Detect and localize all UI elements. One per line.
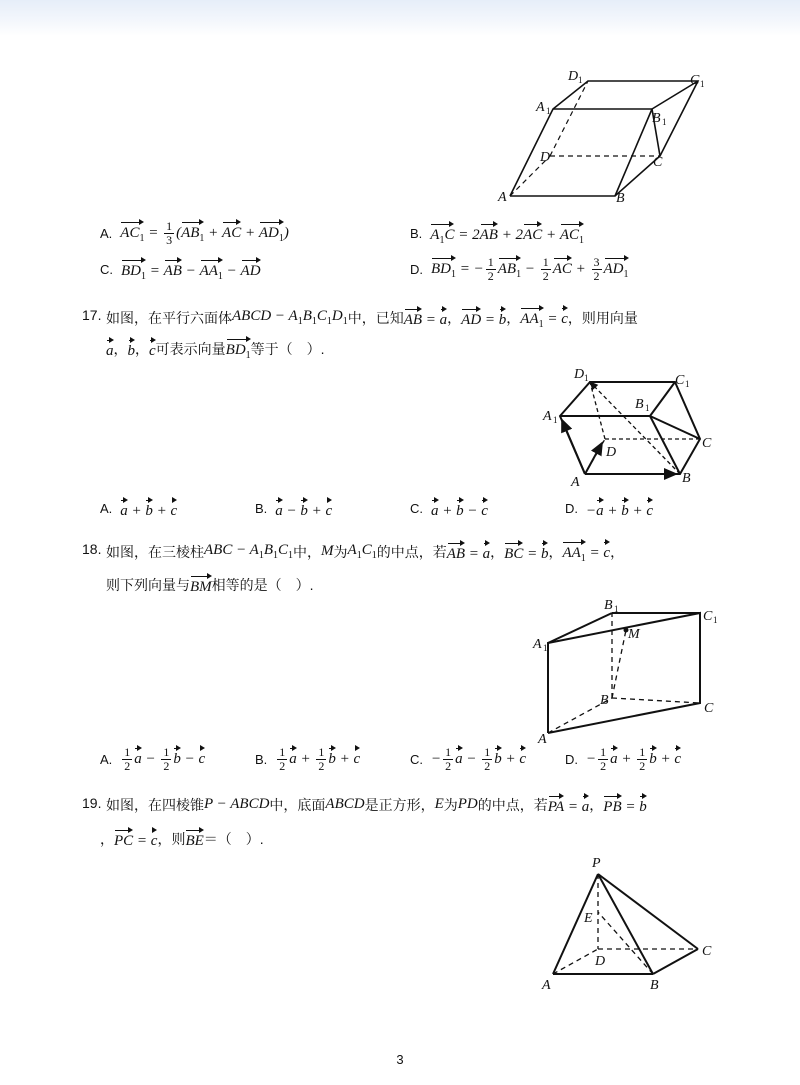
label-A: A — [571, 475, 580, 490]
label-B: B — [682, 471, 691, 486]
label-B: B — [600, 693, 609, 708]
svg-text:1: 1 — [713, 615, 718, 625]
q17-text-line1: 如图，在平行六面体 ABCD − $A_1B_1C_1D_1$ 中，已知 AB = a ， AD = b ， $AA_1 = c$ ，则用向量 — [106, 305, 638, 330]
figure-pyramid-q19 — [538, 852, 728, 997]
q16-option-b[interactable]: B. $A_1C = 2AB + 2AC + AC_1$ — [410, 222, 584, 244]
label-A: A — [538, 732, 547, 747]
figure-parallelepiped-q17 — [540, 364, 720, 489]
q18-option-c[interactable]: C. − $\frac{1}{2}$ a − $\frac{1}{2}$ b + c — [410, 745, 527, 774]
label-D1: D — [568, 69, 579, 84]
svg-text:1: 1 — [578, 75, 583, 85]
label-A1: A — [533, 637, 542, 652]
figure-parallelepiped-q16 — [498, 66, 705, 206]
q19-text-line2: ， PC = c ，则 BE ＝（ ）. — [100, 827, 264, 850]
q18-number: 18. — [82, 541, 102, 557]
q17-option-a[interactable]: A. a + b + c — [100, 497, 177, 519]
svg-text:1: 1 — [543, 643, 548, 653]
label-A1: A — [536, 100, 545, 115]
q16-option-d[interactable]: D. $BD_1$ = − $\frac{1}{2}$ $AB_1$ − $\frac{1}{2}$ AC + $\frac{3}{2}$ $AD_1$ — [410, 255, 629, 284]
q19-text-line1: 如图，在四棱锥 P − ABCD 中，底面 ABCD 是正方形， E 为 PD 的中点，若 PA = a ， PB = b — [106, 793, 647, 816]
page-number: 3 — [396, 1052, 404, 1067]
svg-text:1: 1 — [553, 415, 558, 425]
label-B1: B — [604, 598, 613, 613]
label-B: B — [616, 191, 625, 206]
q17-option-c[interactable]: C. a + b − c — [410, 497, 488, 519]
svg-text:1: 1 — [584, 373, 589, 383]
q17-option-d[interactable]: D. −a + b + c — [565, 497, 653, 519]
label-C: C — [653, 155, 663, 170]
label-C1: C — [675, 373, 685, 388]
label-B: B — [650, 978, 659, 993]
label-C1: C — [703, 609, 713, 624]
label-A: A — [498, 190, 507, 205]
svg-text:1: 1 — [685, 379, 690, 389]
q17-option-b[interactable]: B. a − b + c — [255, 497, 332, 519]
svg-text:1: 1 — [662, 117, 667, 127]
label-C: C — [704, 701, 714, 716]
q18-option-b[interactable]: B. $\frac{1}{2}$ a + $\frac{1}{2}$ b + c — [255, 745, 361, 774]
label-C: C — [702, 436, 712, 451]
svg-text:1: 1 — [700, 79, 705, 89]
q16-option-c[interactable]: C. $BD_1$ = AB − $AA_1$ − AD — [100, 258, 261, 280]
figure-prism-q18 — [530, 598, 730, 748]
label-E: E — [584, 911, 593, 926]
q16-option-a[interactable]: A. $AC_1$ = $\frac{1}{3}$ ($AB_1$ + AC + $AD_1$) — [100, 219, 289, 248]
label-B1: B — [652, 111, 661, 126]
q18-text-line1: 如图，在三棱柱 ABC − $A_1B_1C_1$ 中， M 为 $A_1C_1$ 的中点，若 AB = a ， BC = b ， $AA_1 = c$ ， — [106, 539, 624, 564]
q18-option-a[interactable]: A. $\frac{1}{2}$ a − $\frac{1}{2}$ b − c — [100, 745, 206, 774]
label-D: D — [606, 445, 617, 460]
header-band — [0, 0, 800, 36]
label-D: D — [595, 954, 606, 969]
svg-text:1: 1 — [645, 403, 650, 413]
q17-text-line2: a ， b ， c 可表示向量 $BD_1$ 等于（ ）. — [106, 336, 325, 361]
label-A1: A — [543, 409, 552, 424]
q18-option-d[interactable]: D. − $\frac{1}{2}$ a + $\frac{1}{2}$ b + c — [565, 745, 682, 774]
q17-number: 17. — [82, 307, 102, 323]
label-M: M — [628, 627, 640, 642]
label-P: P — [592, 856, 601, 871]
svg-text:1: 1 — [546, 106, 551, 116]
label-C: C — [702, 944, 712, 959]
svg-text:1: 1 — [614, 604, 619, 614]
label-A: A — [542, 978, 551, 993]
q19-number: 19. — [82, 795, 102, 811]
label-B1: B — [635, 397, 644, 412]
q18-text-line2: 则下列向量与 BM 相等的是（ ）. — [106, 573, 314, 596]
label-D: D — [540, 150, 551, 165]
label-D1: D — [574, 367, 585, 382]
label-C1: C — [690, 73, 700, 88]
